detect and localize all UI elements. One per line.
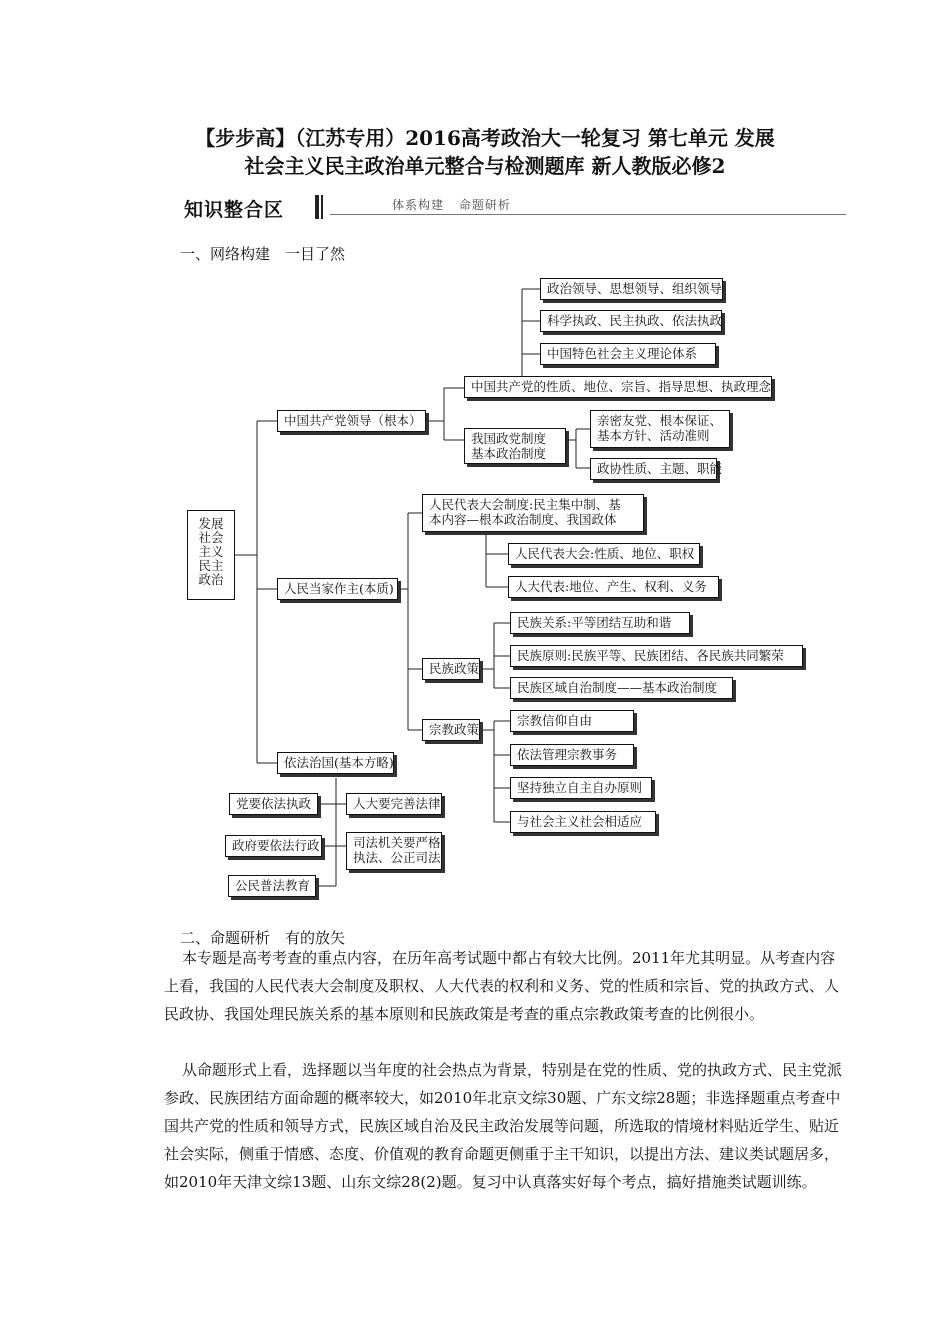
node-root-line: 发展 (198, 516, 224, 531)
node-cppcc: 政协性质、主题、职能 (590, 458, 717, 480)
node-party-law: 党要依法执政 (229, 793, 318, 815)
section-heading-network: 一、网络构建 一目了然 (180, 245, 346, 263)
node-ethnic-principles: 民族原则:民族平等、民族团结、各民族共同繁荣 (510, 645, 803, 667)
banner-subtitle: 体系构建 命题研析 (392, 198, 511, 212)
node-ethnic-relations: 民族关系:平等团结互助和谐 (510, 612, 690, 634)
paragraph-2: 从命题形式上看，选择题以当年度的社会热点为背景，特别是在党的性质、党的执政方式、民主党派参政、民族团结方面命题的概率较大，如2010年北京文综30题、广东文综28题；非选择题重点考查中国共产党的性质和领导方式，民族区域自治及民主政治发展等问题，所选取的情境材料贴近学生、贴近社会实际，侧重于情感、态度、价值观的教育命题更侧重于主干知识，以提出方法、建议类试题居多，如2010年天津文综13题、山东文综28(2)题。复习中认真落实好每个考点，搞好措施类试题训练。 (164, 1061, 843, 1191)
node-judiciary (346, 832, 442, 870)
node-religion-adapt: 与社会主义社会相适应 (510, 811, 656, 833)
node-root-line: 主义 (198, 544, 224, 559)
node-party-system-line: 我国政党制度 (471, 431, 547, 446)
node-ethnic-autonomy: 民族区域自治制度——基本政治制度 (510, 677, 733, 699)
node-npc-system-line: 人民代表大会制度:民主集中制、基 (429, 497, 621, 512)
node-root (187, 510, 235, 600)
node-governance-modes: 科学执政、民主执政、依法执政 (540, 310, 722, 332)
node-party-system-line: 基本政治制度 (471, 446, 547, 461)
node-party-system (464, 428, 566, 464)
node-religion-freedom: 宗教信仰自由 (510, 710, 634, 732)
node-friendly-parties-line: 基本方针、活动准则 (597, 428, 710, 443)
node-npc-system-line: 本内容—根本政治制度、我国政体 (429, 512, 617, 527)
node-religion-policy: 宗教政策 (422, 719, 480, 741)
doc-title-line2: 社会主义民主政治单元整合与检测题库 新人教版必修2 (244, 154, 726, 178)
node-religion-management: 依法管理宗教事务 (510, 744, 634, 766)
node-party-leadership: 中国共产党领导（根本） (277, 410, 426, 432)
node-party-nature: 中国共产党的性质、地位、宗旨、指导思想、执政理念 (464, 376, 772, 398)
node-rule-of-law: 依法治国(基本方略) (277, 752, 394, 774)
section-heading-analysis: 二、命题研析 有的放矢 (180, 929, 346, 947)
node-government-law: 政府要依法行政 (225, 835, 322, 857)
node-leadership-types: 政治领导、思想领导、组织领导 (540, 278, 723, 300)
node-judiciary-line: 执法、公正司法 (353, 850, 441, 865)
node-theory-system: 中国特色社会主义理论体系 (540, 343, 716, 365)
node-ethnic-policy: 民族政策 (422, 658, 480, 680)
node-npc-nature: 人民代表大会:性质、地位、职权 (508, 543, 700, 565)
node-root-line: 民主 (198, 558, 224, 573)
node-judiciary-line: 司法机关要严格 (353, 835, 441, 850)
node-npc-deputy: 人大代表:地位、产生、权利、义务 (508, 576, 719, 598)
paragraph-1: 本专题是高考考查的重点内容，在历年高考试题中都占有较大比例。2011年尤其明显。从考查内容上看，我国的人民代表大会制度及职权、人大代表的权利和义务、党的性质和宗旨、党的执政方式、人民政协、我国处理民族关系的基本原则和民族政策是考查的重点宗教政策考查的比例很小。 (164, 949, 840, 1023)
doc-title-line1: 【步步高】（江苏专用）2016高考政治大一轮复习 第七单元 发展 (195, 126, 775, 150)
banner-title: 知识整合区 (184, 199, 285, 221)
node-friendly-parties-line: 亲密友党、根本保证、 (597, 413, 723, 428)
node-npc-system (422, 494, 644, 532)
node-citizen-education: 公民普法教育 (228, 875, 316, 897)
node-root-line: 政治 (198, 572, 224, 587)
node-people-master: 人民当家作主(本质) (277, 578, 398, 600)
node-root-line: 社会 (198, 530, 224, 545)
node-npc-legislation: 人大要完善法律 (346, 793, 442, 815)
node-religion-independence: 坚持独立自主自办原则 (510, 777, 652, 799)
node-friendly-parties (590, 410, 730, 448)
